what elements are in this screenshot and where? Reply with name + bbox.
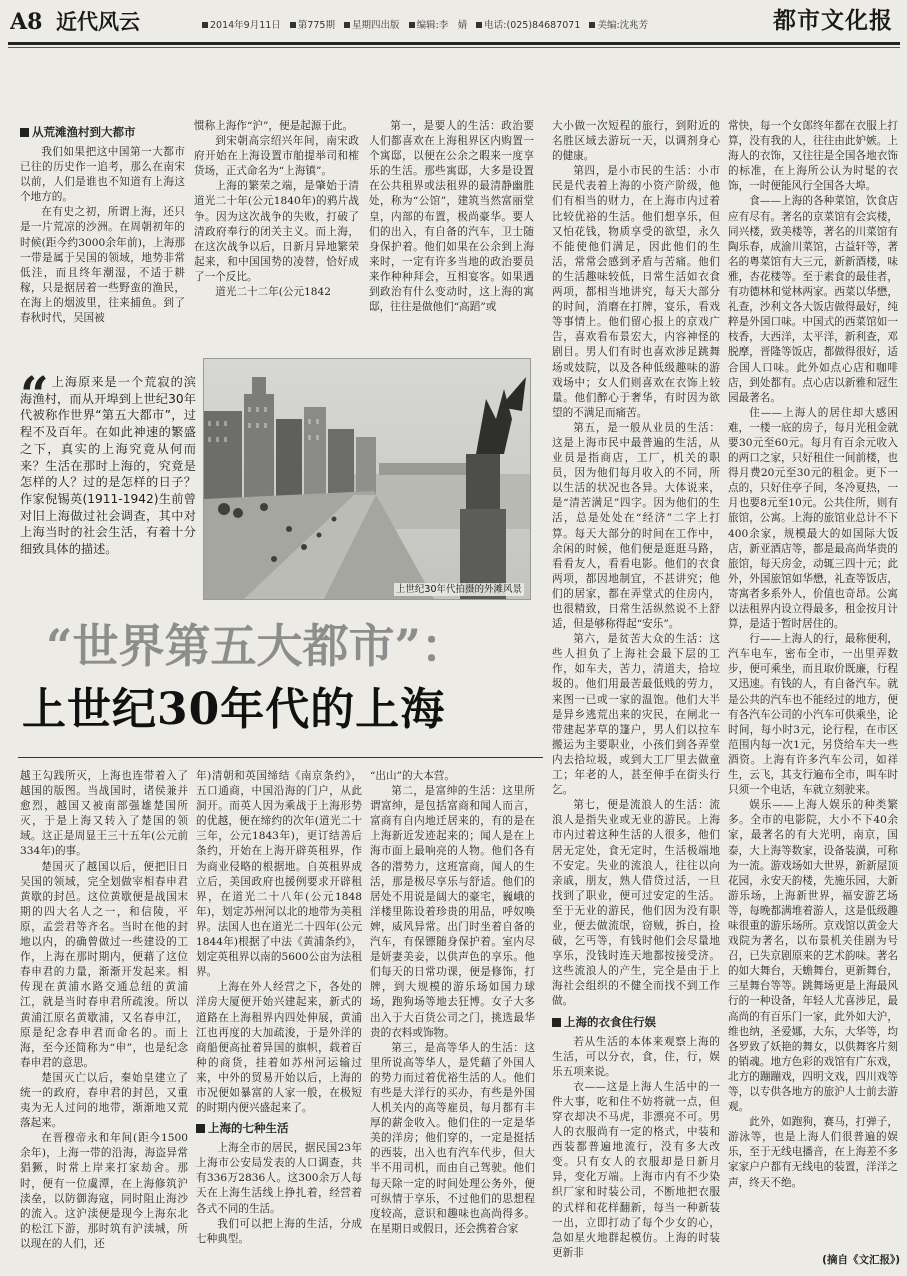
bund-photo <box>203 358 531 600</box>
header-rule-thin <box>8 47 900 48</box>
paragraph: 上海的繁荣之端，是肇始于清道光二十年(公元1840年)的鸦片战争。因为这次战争的失败，打破了清政府奉行的闭关主义。而上海，在这次战争以后，日新月异地繁荣起来，和中国国势的凌替，恰好成了一个反比。 <box>194 180 359 283</box>
headline-line-1: “世界第五大都市”： <box>46 619 467 673</box>
bund-photo-image <box>204 359 530 599</box>
paragraph: 常快，每一个女郎终年都在衣服上打算，没有我的人，往往由此妒嫉。上海人的衣饰，又往往是全国各地衣饰的标准，在上海所公认为时髦的衣饰，一时便能风行全国各大埠。 <box>728 120 898 193</box>
paragraph: 此外，如跑狗，赛马，打弹子，游泳等，也是上海人们很普遍的娱乐，至于无线电播音，在上海差不多家家户户都有无线电的装置，洋洋之声，终天不绝。 <box>728 1116 898 1189</box>
paragraph: 我们如果把这中国第一大都市已往的历史作一追考，那么在南宋以前，人们是谁也不知道有上海这个地方的。 <box>20 146 185 204</box>
section-name: 近代风云 <box>56 10 140 34</box>
paragraph: 上海在外人经营之下，各处的洋房大厦便开始兴建起来，新式的道路在上海租界内四处伸展，黄浦江也再度的大加疏浚，于是外洋的商船便高扯着异国的旗帜，载着百种的商货，挂着如苏州河运输过来，中外的贸易开始以后，上海的市况便如暴富的人家一般，在极短的时期内便兴盛起来了。 <box>196 981 362 1115</box>
column-1-top <box>20 120 185 358</box>
headline-line-2: 上世纪30年代的上海 <box>22 684 446 735</box>
designer: 美编:沈兆芳 <box>597 20 649 31</box>
quote-mark: “ <box>20 370 49 410</box>
paragraph: 越王勾践所灭，上海也连带着入了越国的版图。当战国时，诸侯兼并愈烈，越国又被南部强雄楚国所灭，于是上海又转入了楚国的领域。这正是周显王三十五年(公元前334年)的事。 <box>20 770 188 858</box>
paragraph: 楚国灭亡以后，秦始皇建立了统一的政府，春申君的封邑，又重夷为无人过问的地带，渐渐地又荒落起来。 <box>20 1071 188 1130</box>
column-5 <box>728 119 898 1247</box>
paragraph: 第七，便是流浪人的生活：流浪人是指失业或无业的游民。上海市内过着这种生活的人很多，他们居无定处，食无定时，生活极端地不安定。失业的流浪人，往往以向亲戚，朋友，熟人借贷过活，一旦找到了职业，便可过安定的生活。至于无业的游民，他们因为没有职业，便去做流氓，窃贼，拆白，捡破，乞丐等，有钱时他们会尽量地享乐，没钱时连天地都按接受济。这些流浪人的产生，完全是由于上海社会组织的不健全而找不到工作做。 <box>552 799 720 1008</box>
photo-caption: 上世纪30年代拍摄的外滩风景 <box>395 584 522 595</box>
section-title-seven-lives: 上海的七种生活 <box>196 1119 362 1137</box>
intro-quote: 上海原来是一个荒寂的滨海渔村，而从开埠到上世纪30年代被称作世界“第五大都市”，过程不及百年。在如此神速的繁盛之下，真实的上海究竟从何而来？生活在那时上海的，究竟是怎样的人？过的是怎样的日子？作家倪锡英(1911-1942)生前曾对旧上海做过社会调查，其中对上海当时的社会生活，有着十分细致具体的描述。 <box>20 375 196 557</box>
column-1-bottom <box>20 769 188 1269</box>
column-3-bottom <box>370 769 535 1269</box>
paragraph: 第二，是富绅的生活：这里所谓富绅，是包括富商和闻人而言，富商有自内地迁居来的，有的是在上海新近发迹起来的；闻人是在上海市面上最响亮的人物。他们各有各的潜势力，这班富商，闻人的生活，那是极尽享乐与舒适。他们的居处不用说是阔大的豪宅，巍峨的洋楼里陈设着珍贵的用品，呼奴唤婢，威风异常。出门时坐着自备的汽车，有保镖随身保护着。室内尽是妍妻美妾，以供声色的享乐。他们每天的日常功课，便是修饰，打牌，到大规模的游乐场如国力球场，跑狗场等地去狂博。女子大多出入于大百货公司之门，挑选最华贵的衣料或饰物。 <box>370 785 535 1039</box>
paragraph: 在晋穆帝永和年间(距今1500余年)，上海一带的沿海，海盗异常猖獗，时常上岸来打家劫舍。那时，便有一位虞潭，在上海修筑沪渎垒，以防御海寇，同时阻止海沙的流入。这沪渎便是现今上海东北的松江下游，那时筑有沪渎城，所以现在的人们，还 <box>20 1132 188 1250</box>
paragraph: 在有史之初，所谓上海，还只是一片荒凉的沙洲。在周朝初年的时候(距今约3000余年前)，上海那一带是属于吴国的领域，地势非常低洼，而且终年潮湿，不适于耕稼，只是据居着一些野蛮的渔民，在海上的烟波里，往来捕鱼。到了春秋时代，吴国被 <box>20 206 185 325</box>
paragraph: 若从生活的本体来观察上海的生活，可以分衣，食，住，行，娱乐五项来说。 <box>552 1035 720 1078</box>
column-3-top <box>369 119 534 355</box>
paragraph: 第一，是要人的生活：政治要人们都喜欢在上海租界区内购置一个寓邸，以便在公余之暇来一度享乐的生活。那些寓邸，大多是设置在公共租界或法租界的最清静幽胜处，称为“公馆”，建筑当然富丽堂皇，内部的布置，极尚豪华。要人们的出入，有自备的汽车，卫士随身保护着。他们如果在公余到上海来时，一定有许多当地的政治要员来作种种拜会，互相宴客。如果遇到政治有什么变动时，这上海的寓邸，往往是做他们“高蹈”或 <box>369 120 534 314</box>
column-4 <box>552 119 720 1269</box>
source-note: (摘自《文汇报》) <box>822 1254 900 1266</box>
header-rule <box>8 42 900 45</box>
paragraph: 大小做一次短程的旅行，到附近的名胜区域去游玩一天，以调剂身心的健康。 <box>552 120 720 163</box>
editor: 编辑:李 婧 <box>416 20 468 31</box>
paragraph: 道光二十二年(公元1842 <box>215 286 332 299</box>
page-header <box>0 0 907 46</box>
column-2-top <box>194 119 359 355</box>
paragraph: 到宋朝高宗绍兴年间，南宋政府开始在上海设置市舶提举司和榷货场，正式命名为“上海镇”。 <box>194 135 359 178</box>
headline-rule <box>18 757 543 758</box>
weekday: 星期四出版 <box>352 20 400 31</box>
paragraph: 我们可以把上海的生活，分成七种典型。 <box>196 1217 362 1245</box>
paragraph: 娱乐——上海人娱乐的种类繁多。全市的电影院，大小不下40余家，最著名的有大光明，南京，国泰，大上海等数家，设备装潢，可称为一流。游戏场如大世界，新新屋顶花园，永安天韵楼，先施乐园，大新游乐场，上海新世界，福安游艺场等，每晚都满堆着游人，这是低级趣味很重的游乐场所。京戏馆以黄金大戏院为著名，以布景机关佳剧为号召，已失京剧原来的艺术韵味。著名的如大舞台，天蟾舞台，更新舞台，三星舞台等等。跳舞场更是上海最风行的一种设备，年轻人尤喜涉足，最高尚的有百乐门一家，此外如大沪，维也纳，圣爱娜，大东，大华等，均各罗致了妖艳的舞女，以供舞客片刻的销魂。地方色彩的戏馆有广东戏，北方的蹦蹦戏，四明文戏，四川戏等等，以专供各地方的旅沪人士前去游观。 <box>728 799 898 1114</box>
paragraph: 食——上海的各种菜馆，饮食店应有尽有。著名的京菜馆有会宾楼，同兴楼，致美楼等，著名的川菜馆有陶乐春，成渝川菜馆，古益轩等，著名的粤菜馆有大三元，新新酒楼，味雅，杏花楼等。至于素食的最佳者，有功德林和觉林两家。西菜以华懋，礼查，沙利文各大饭店做得最好，纯粹是外国口味。中国式的西菜馆如一枝香，大西洋，太平洋，新利查，邓脱摩，晋隆等饭店，都做得很好，适合国人口味。此外如点心店和咖啡店，到处都有。点心店以新雅和冠生园最著名。 <box>728 195 898 404</box>
paragraph: 行——上海人的行，最称便利，汽车电车，密布全市，一出里弄数步，便可乘坐，而且取价既廉，行程又迅速。有钱的人，有自备汽车。就是公共的汽车也不能经过的地方，便有各汽车公司的小汽车可供乘坐，论时间，每小时3元，论行程，在市区范围内每一次1元，另贷给车夫一些酒资。上海有许多汽车公司，如祥生，云飞，其支行遍布全市，叫车时只须一个电话，车就立刻驶来。 <box>728 633 898 797</box>
paragraph: 楚国灭了越国以后，便把旧日吴国的领域，完全划做宰相春申君黄歇的封邑。这位黄歇便是战国末期的四大名人之一，和信陵，平原，孟尝君等齐名。当时在他的封地以内，的确曾做过一些建设的工作，上海在那时期内，便藉了这位春申君的力量，渐渐开发起来。相传现在黄浦水路交通总纽的黄浦江，就是当时春申君所疏浚。所以黄浦江原名黄歇浦，又名春申江，原是纪念春申君而命名的。而上海，至今还简称为“申”，也是纪念春申君的意思。 <box>20 860 188 1069</box>
paragraph: 惯称上海作“沪”，便是起源于此。 <box>194 120 354 132</box>
phone: 电话:(025)84687071 <box>484 20 581 31</box>
header-meta <box>196 17 716 33</box>
paragraph: 上海全市的居民，据民国23年上海市公安局发表的人口调查，共有336万2836人。这300余万人每天在上海生活线上挣扎着，经营着各式不同的生活。 <box>196 1142 362 1215</box>
paragraph: 年)清朝和英国缔结《南京条约》，五口通商，中国沿海的门户，从此洞开。而英人因为乘战于上海形势的优越，便在缔约的次年(道光二十三年，公元1843年)，更订结善后条约，开始在上海开辟英租界，作为商业侵略的根据地。自英租界成立后，美国政府也援例要求开辟租界，在道光二十八年(公元1848年)，划定苏州河以北的地带为美租界。法国人也在道光二十四年(公元1844年)根据了中法《黄浦条约》，划定英租界以南的5600公亩为法租界。 <box>196 770 362 979</box>
column-2-bottom <box>196 769 362 1269</box>
paragraph: 第六，是贫苦大众的生活：这些人担负了上海社会最下层的工作，如车夫，苦力，清道夫，拾垃圾的。他们用最苦最低贱的劳力，来图一已或一家的温饱。他们大半是异乡逃荒出来的灾民，在闸北一带建起茅草的篷户，男人们以拉车搬运为主要职业，小孩们到各弄堂内去拾垃圾，或到大工厂里去做童工；年老的人，甚至伸手在街头行乞。 <box>552 633 720 797</box>
issue-number: 第775期 <box>297 20 335 31</box>
paragraph: 衣——这是上海人生活中的一件大事，吃和住不妨将就一点，但穿衣却决不马虎，非漂亮不可。男人的衣服尚有一定的格式，中装和西装都普遍地流行，没有多大改变。只有女人的衣服却是日新月异，变化万端。上海市内有不少染织厂家和时装公司，不断地把衣服的式样和花样翻新，每当一种新装一出，立即打动了每个少女的心，急如星火地群起模仿。上海的时装更新非 <box>552 1080 720 1259</box>
page-number: A8 <box>10 9 43 35</box>
paragraph: 第四，是小市民的生活：小市民是代表着上海的小资产阶级，他们有相当的财力，在上海市内过着比较优裕的生活。他们想享乐，但又怕花钱，物质享受的欲望，永久不能使他们满足，因此他们的生活，常常会感到矛盾与苦痛。他们的生活趣味较低，日常生活如衣食两项，都相当地讲究，每天大部分的时间，消磨在打牌，宴乐，看戏等事情上。他们留心报上的京戏广告，喜欢看布景宏大，内容神怪的剧目。男人们有时也喜欢涉足跳舞场或妓院，以及各种低级趣味的游戏场中；女人们则喜欢在衣饰上较量。他们醉心于奢华，有时因为欲望的不满足而痛苦。 <box>552 165 720 419</box>
paragraph: 第三，是高等华人的生活：这里所说高等华人，是凭藉了外国人的势力而过着优裕生活的人。他们有些是大洋行的买办，有些是外国人机关内的高等雇员，每月都有丰厚的薪金收入。他们住的一定是华美的洋房；他们穿的，一定是挺括的西装，出入也有汽车代步，但大半不用司机，而由自己驾驶。他们每天除一定的时间处理公务外，便可纵情于享乐，不过他们的思想程度较高，意识和趣味也高尚得多。在星期日或假日，还会携着合家 <box>370 1041 535 1235</box>
paragraph: 住——上海人的居住却大感困难，一楼一底的房子，每月光租金就要30元至60元。每月有百余元收入的两口之家，只好租住一间前楼，也得月费20元至30元的租金。更下一点的，只好住亭子间，冬冷夏热，一月也要8元至10元。公共住所，则有旅馆，公寓。上海的旅馆业总计不下400余家，规模最大的如国际大饭店，新亚酒店等，都是最高尚华贵的旅馆，每天房金，动辄三四十元；此外，外国旅馆如华懋，礼查等饭店，寄寓者多系外人，价值也奇昂。公寓以法租界内设立得最多，租金按月计算，是适于暂时居住的。 <box>728 406 898 631</box>
paragraph: “出山”的大本营。 <box>370 770 455 782</box>
section-title-living: 上海的衣食住行娱 <box>552 1013 720 1031</box>
issue-date: 2014年9月11日 <box>210 20 281 31</box>
paragraph: 第五，是一般从业员的生活：这是上海市民中最普遍的生活，从业员是指商店，工厂，机关的职员，因为他们每月收入的不同，所以生活的状况也各异。大体说来，是“清苦满足”四字。因为他们的生活，总是处处在“经济”二字上打算。每天大部分的时间在工作中，余闲的时候，他们便是逛逛马路，看看友人，看看电影。他们的衣食两项，都因地制宜，不甚讲究；他们的居家，都在弄堂式的住房内，也很精致，日常生活纵然说不上舒适，但是够称得起“安乐”。 <box>552 421 720 631</box>
section-title-origins: 从荒滩渔村到大都市 <box>20 123 185 141</box>
newspaper-name: 都市文化报 <box>773 8 893 34</box>
